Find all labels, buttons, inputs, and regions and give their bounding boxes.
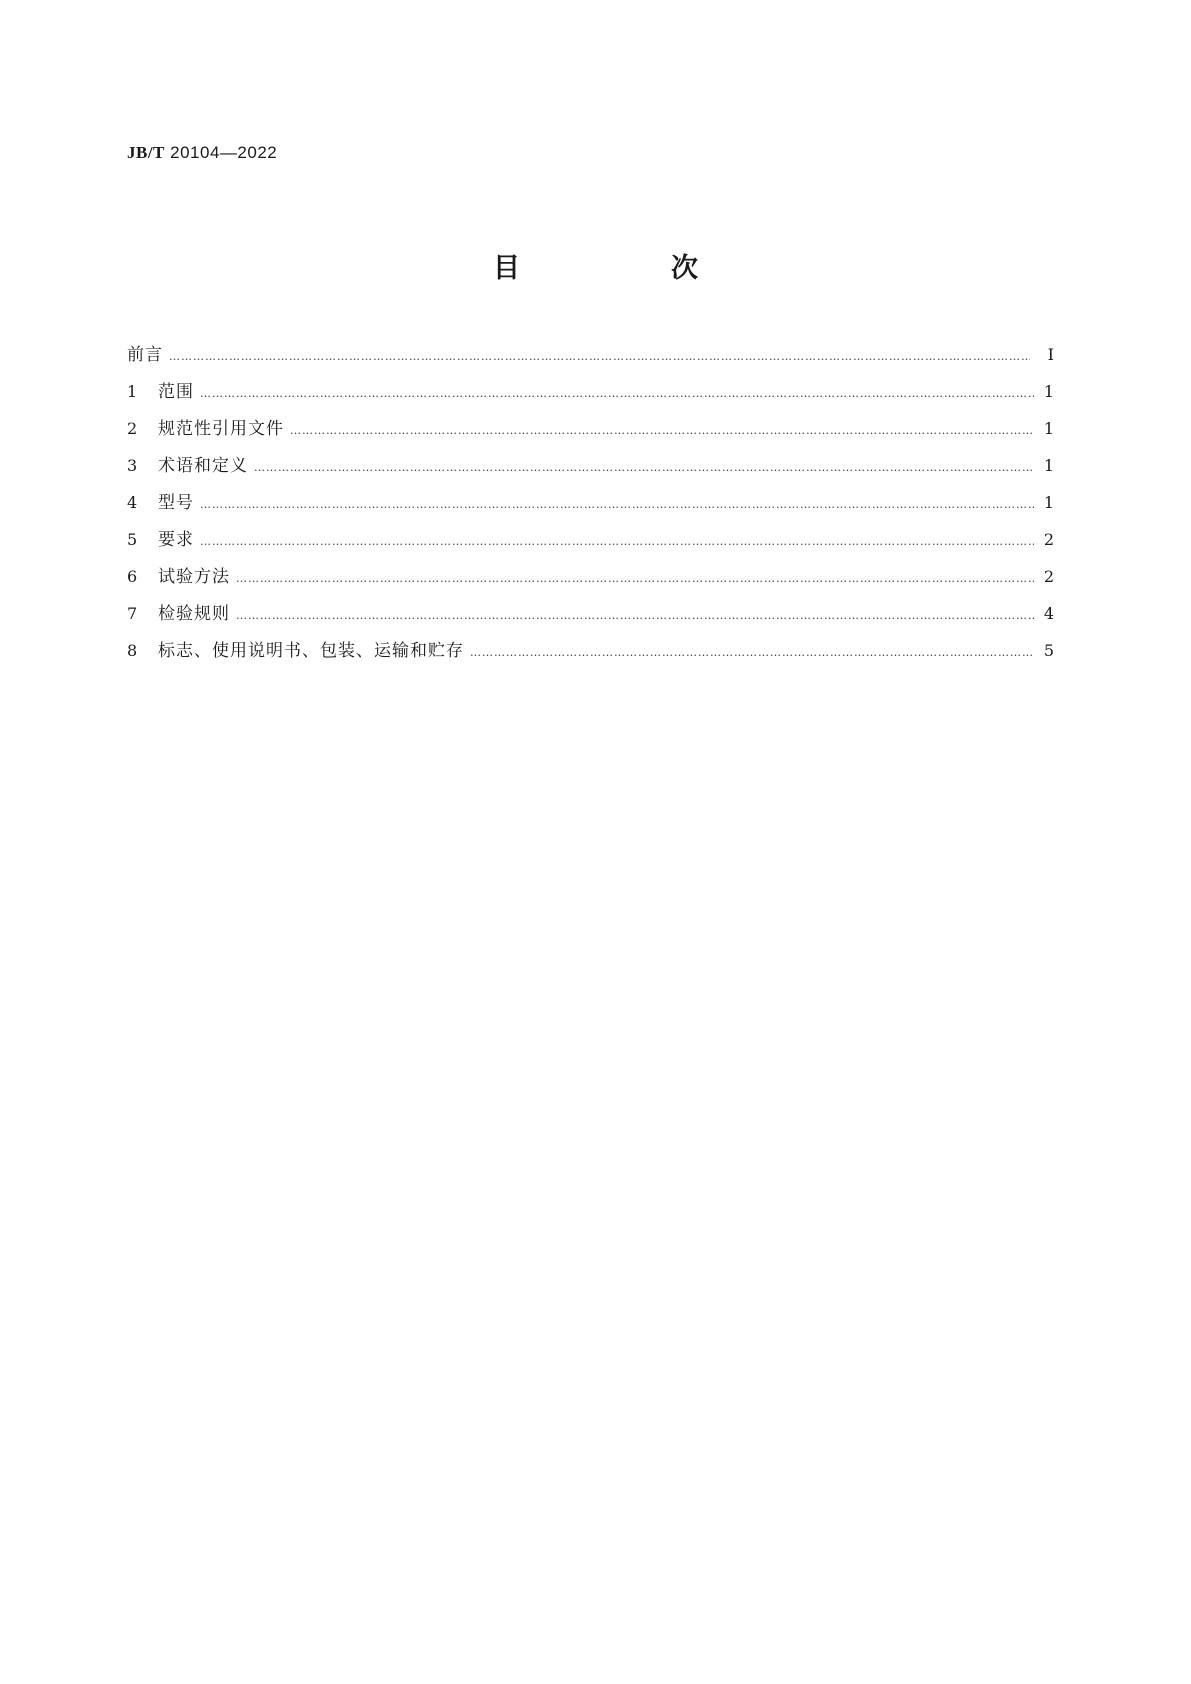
toc-entry-preface[interactable] — [127, 340, 1054, 377]
standard-code — [127, 143, 277, 163]
toc-entry-text: 要求 — [158, 530, 194, 550]
toc-leader-dots — [200, 498, 1034, 511]
toc-leader-dots — [200, 535, 1034, 548]
toc-leader-dots — [236, 572, 1034, 585]
toc-entry-number: 5 — [127, 530, 138, 549]
toc-entry-text: 术语和定义 — [158, 456, 248, 476]
standard-code-prefix: JB/T — [127, 143, 165, 162]
table-of-contents — [127, 340, 1054, 673]
standard-code-number: 20104—2022 — [170, 143, 278, 162]
toc-entry-normative-references[interactable] — [127, 414, 1054, 451]
toc-entry-page: 2 — [1043, 530, 1054, 549]
toc-entry-text: 规范性引用文件 — [158, 419, 284, 439]
toc-entry-text: 范围 — [158, 382, 194, 402]
toc-entry-number: 8 — [127, 641, 138, 660]
page-title: 目 次 — [493, 253, 760, 284]
toc-leader-dots — [470, 646, 1034, 659]
toc-entry-text: 型号 — [158, 493, 194, 513]
toc-entry-requirements[interactable] — [127, 525, 1054, 562]
toc-entry-terms-definitions[interactable] — [127, 451, 1054, 488]
toc-leader-dots — [254, 461, 1034, 474]
toc-entry-text: 试验方法 — [158, 567, 230, 587]
toc-entry-page: 1 — [1043, 456, 1054, 475]
toc-leader-dots — [236, 609, 1034, 622]
toc-entry-page: 5 — [1043, 641, 1054, 660]
toc-entry-inspection-rules[interactable] — [127, 599, 1054, 636]
toc-entry-text: 检验规则 — [158, 604, 230, 624]
toc-leader-dots — [200, 387, 1034, 400]
toc-entry-number: 2 — [127, 419, 138, 438]
toc-entry-number: 4 — [127, 493, 138, 512]
toc-entry-page: 1 — [1043, 382, 1054, 401]
toc-entry-page: 1 — [1043, 493, 1054, 512]
toc-entry-number: 3 — [127, 456, 138, 475]
toc-entry-test-methods[interactable] — [127, 562, 1054, 599]
toc-leader-dots — [169, 350, 1030, 363]
toc-entry-page: 2 — [1043, 567, 1054, 586]
toc-entry-number: 6 — [127, 567, 138, 586]
toc-entry-model[interactable] — [127, 488, 1054, 525]
toc-entry-marking-packaging[interactable] — [127, 636, 1054, 673]
toc-leader-dots — [290, 424, 1034, 437]
toc-entry-number: 1 — [127, 382, 138, 401]
toc-entry-text: 前言 — [127, 345, 163, 365]
toc-entry-number: 7 — [127, 604, 138, 623]
toc-entry-scope[interactable] — [127, 377, 1054, 414]
toc-entry-page: 1 — [1043, 419, 1054, 438]
toc-entry-page: 4 — [1043, 604, 1054, 623]
toc-entry-page: Ⅰ — [1047, 345, 1054, 364]
toc-entry-text: 标志、使用说明书、包装、运输和贮存 — [158, 641, 464, 661]
